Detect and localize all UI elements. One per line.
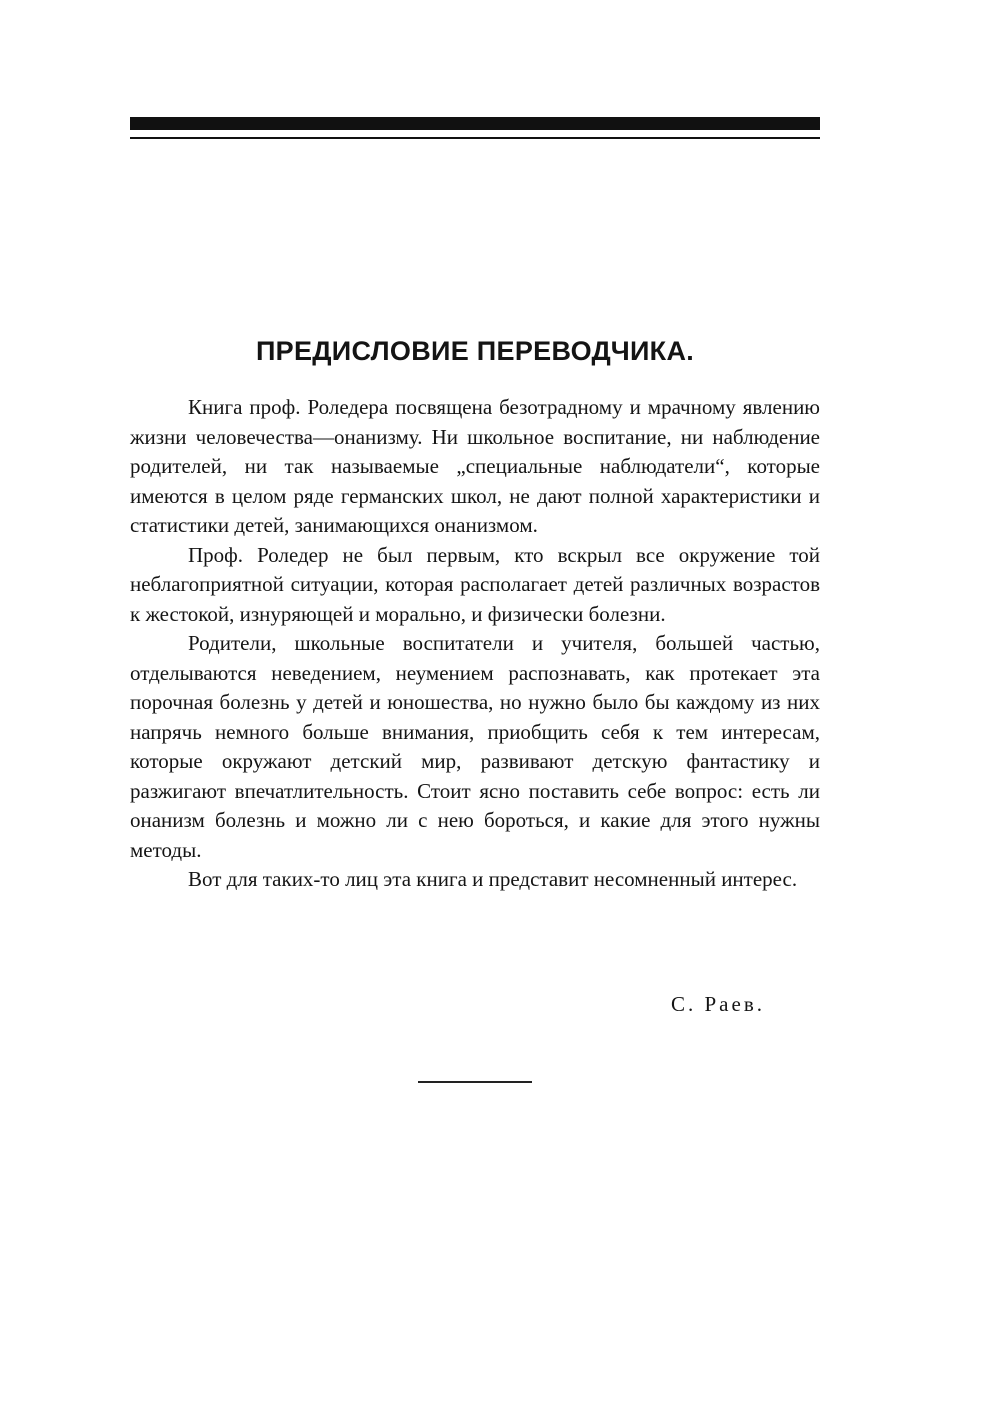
paragraph: Вот для таких-то лиц эта книга и представит несомненный интерес. <box>188 867 798 891</box>
paragraph: Проф. Роледер не был первым, кто вскрыл все окружение той неблагоприятной ситуации, которая располагает детей различных возрастов к жестокой, изнуряющей и морально, и физически болезни. <box>130 542 820 626</box>
top-thick-rule <box>130 117 820 130</box>
paragraph: Родители, школьные воспитатели и учителя, большей частью, отделываются неведением, неумением распознавать, как протекает эта порочная болезнь у детей и юношества, но нужно было бы каждому из них напрячь немного больше внимания, приобщить себя к тем интересам, которые окружают детский мир, развивают детскую фантастику и разжигают впечатлительность. Стоит ясно поставить себе вопрос: есть ли онанизм болезнь и можно ли с нею бороться, и какие для этого нужны методы. <box>130 631 820 862</box>
paragraph: Книга проф. Роледера посвящена безотрадному и мрачному явлению жизни человечества—онанизму. Ни школьное воспитание, ни наблюдение родителей, ни так называемые „специальные наблюдатели“, которые имеются в целом ряде германских школ, не дают полной характеристики и статистики детей, занимающихся онанизмом. <box>130 395 820 537</box>
end-rule <box>418 1081 532 1083</box>
page-title: ПРЕДИСЛОВИЕ ПЕРЕВОДЧИКА. <box>255 336 695 366</box>
top-thin-rule <box>130 137 820 139</box>
preface-body <box>130 393 820 895</box>
translator-signature: С. Раев. <box>671 992 765 1016</box>
